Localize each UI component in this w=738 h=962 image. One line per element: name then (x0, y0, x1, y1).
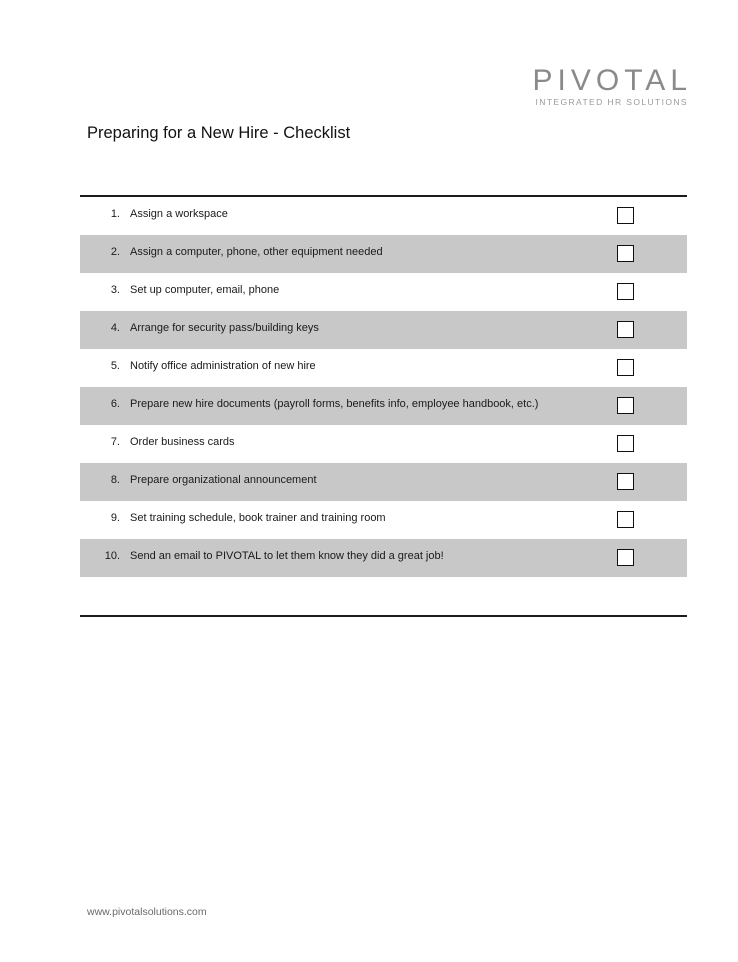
item-checkbox[interactable] (617, 207, 634, 224)
page-title: Preparing for a New Hire - Checklist (87, 124, 351, 142)
item-checkbox[interactable] (617, 245, 634, 262)
logo-wordmark: PIVOTAL (532, 64, 692, 97)
item-checkbox[interactable] (617, 397, 634, 414)
item-text: Prepare new hire documents (payroll forms, benefits info, employee handbook, etc.) (130, 398, 539, 410)
item-text: Assign a workspace (130, 208, 228, 220)
logo-tagline: INTEGRATED HR SOLUTIONS (535, 97, 688, 107)
item-checkbox[interactable] (617, 511, 634, 528)
item-number: 10. (104, 550, 120, 562)
item-checkbox[interactable] (617, 283, 634, 300)
item-text: Order business cards (130, 436, 235, 448)
checklist-item (80, 273, 687, 311)
item-checkbox[interactable] (617, 359, 634, 376)
item-checkbox[interactable] (617, 549, 634, 566)
item-number: 5. (110, 360, 120, 372)
checklist-item (80, 425, 687, 463)
checklist-item (80, 501, 687, 539)
item-text: Notify office administration of new hire (130, 360, 316, 372)
bottom-divider (80, 615, 687, 617)
item-text: Arrange for security pass/building keys (130, 322, 319, 334)
item-text: Set up computer, email, phone (130, 284, 280, 296)
item-checkbox[interactable] (617, 321, 634, 338)
footer-website[interactable]: www.pivotalsolutions.com (87, 906, 207, 918)
item-text: Set training schedule, book trainer and training room (130, 512, 386, 524)
checklist (80, 197, 687, 577)
item-checkbox[interactable] (617, 435, 634, 452)
item-number: 6. (110, 398, 120, 410)
item-text: Assign a computer, phone, other equipment needed (130, 246, 383, 258)
item-number: 4. (110, 322, 120, 334)
checklist-item (80, 311, 687, 349)
item-number: 7. (110, 436, 120, 448)
item-number: 1. (110, 208, 120, 220)
item-number: 8. (110, 474, 120, 486)
checklist-item (80, 387, 687, 425)
checklist-item (80, 197, 687, 235)
item-number: 2. (110, 246, 120, 258)
item-text: Send an email to PIVOTAL to let them know they did a great job! (130, 550, 444, 562)
checklist-item (80, 539, 687, 577)
checklist-item (80, 235, 687, 273)
checklist-item (80, 463, 687, 501)
item-number: 3. (110, 284, 120, 296)
item-checkbox[interactable] (617, 473, 634, 490)
pivotal-logo (532, 64, 692, 107)
checklist-item (80, 349, 687, 387)
item-number: 9. (110, 512, 120, 524)
item-text: Prepare organizational announcement (130, 474, 317, 486)
